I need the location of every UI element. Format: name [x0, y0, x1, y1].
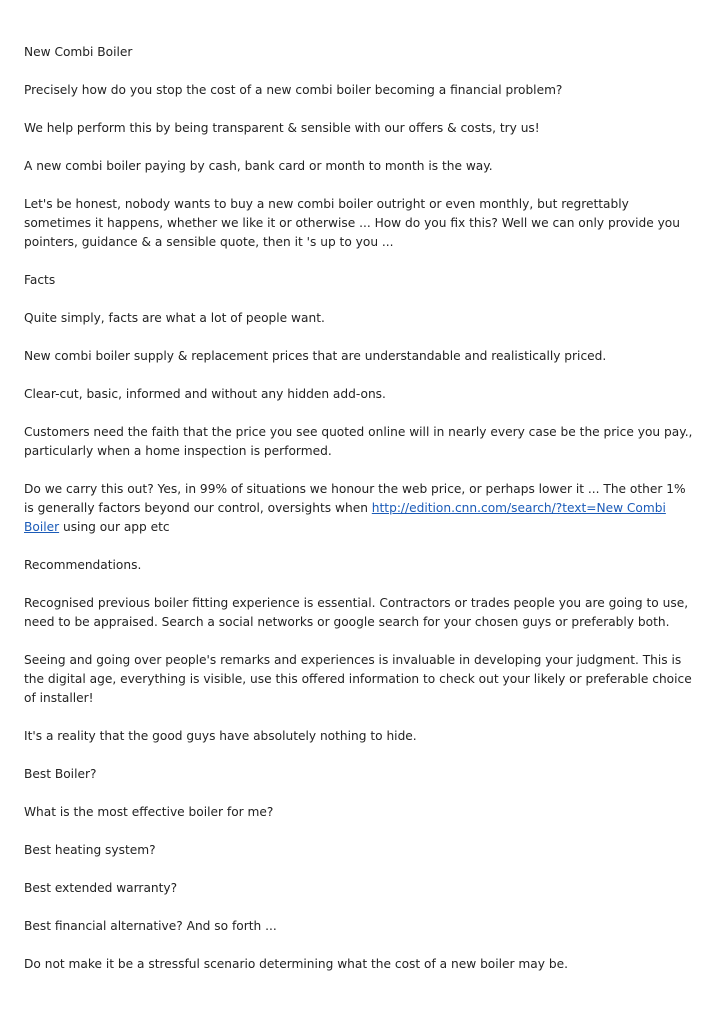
paragraph-closing: Do not make it be a stressful scenario determining what the cost of a new boiler may be.: [24, 957, 568, 971]
paragraph-honest: Let's be honest, nobody wants to buy a new combi boiler outright or even monthly, but regrettably sometimes it happens, whether we like it or otherwise ... How do you fix this? Well we can only provide you pointers, guidance & a sensible quote, then it 's up to you ...: [24, 197, 680, 249]
heading-best-boiler: Best Boiler?: [24, 767, 97, 781]
paragraph-web-price-tail: using our app etc: [59, 520, 170, 534]
paragraph-customer-faith: Customers need the faith that the price you see quoted online will in nearly every case be the price you pay., particularly when a home inspection is performed.: [24, 425, 693, 458]
paragraph-intro-question: Precisely how do you stop the cost of a new combi boiler becoming a financial problem?: [24, 83, 563, 97]
question-effective-boiler: What is the most effective boiler for me?: [24, 805, 274, 819]
question-financial: Best financial alternative? And so forth ...: [24, 919, 277, 933]
paragraph-facts-wanted: Quite simply, facts are what a lot of people want.: [24, 311, 325, 325]
paragraph-good-guys: It's a reality that the good guys have absolutely nothing to hide.: [24, 729, 417, 743]
cnn-search-link[interactable]: http://edition.cnn.com/search/?text=New Combi Boiler: [24, 501, 666, 534]
paragraph-transparency: We help perform this by being transparent & sensible with our offers & costs, try us!: [24, 121, 540, 135]
heading-recommendations: Recommendations.: [24, 558, 142, 572]
document-title: New Combi Boiler: [24, 45, 133, 59]
paragraph-prices: New combi boiler supply & replacement prices that are understandable and realistically priced.: [24, 349, 607, 363]
paragraph-remarks: Seeing and going over people's remarks and experiences is invaluable in developing your judgment. This is the digital age, everything is visible, use this offered information to check out your likely or preferable choice of installer!: [24, 653, 692, 705]
question-heating-system: Best heating system?: [24, 843, 156, 857]
paragraph-web-price: [24, 480, 698, 537]
paragraph-experience: Recognised previous boiler fitting experience is essential. Contractors or trades people you are going to use, need to be appraised. Search a social networks or google search for your chosen guys or preferably both.: [24, 596, 689, 629]
paragraph-clear-cut: Clear-cut, basic, informed and without any hidden add-ons.: [24, 387, 386, 401]
paragraph-web-price-text: Do we carry this out? Yes, in 99% of situations we honour the web price, or perhaps lower it ... The other 1% is generally factors beyond our control, oversights when: [24, 482, 686, 515]
heading-facts: Facts: [24, 273, 56, 287]
paragraph-payment-options: A new combi boiler paying by cash, bank card or month to month is the way.: [24, 159, 493, 173]
question-warranty: Best extended warranty?: [24, 881, 178, 895]
